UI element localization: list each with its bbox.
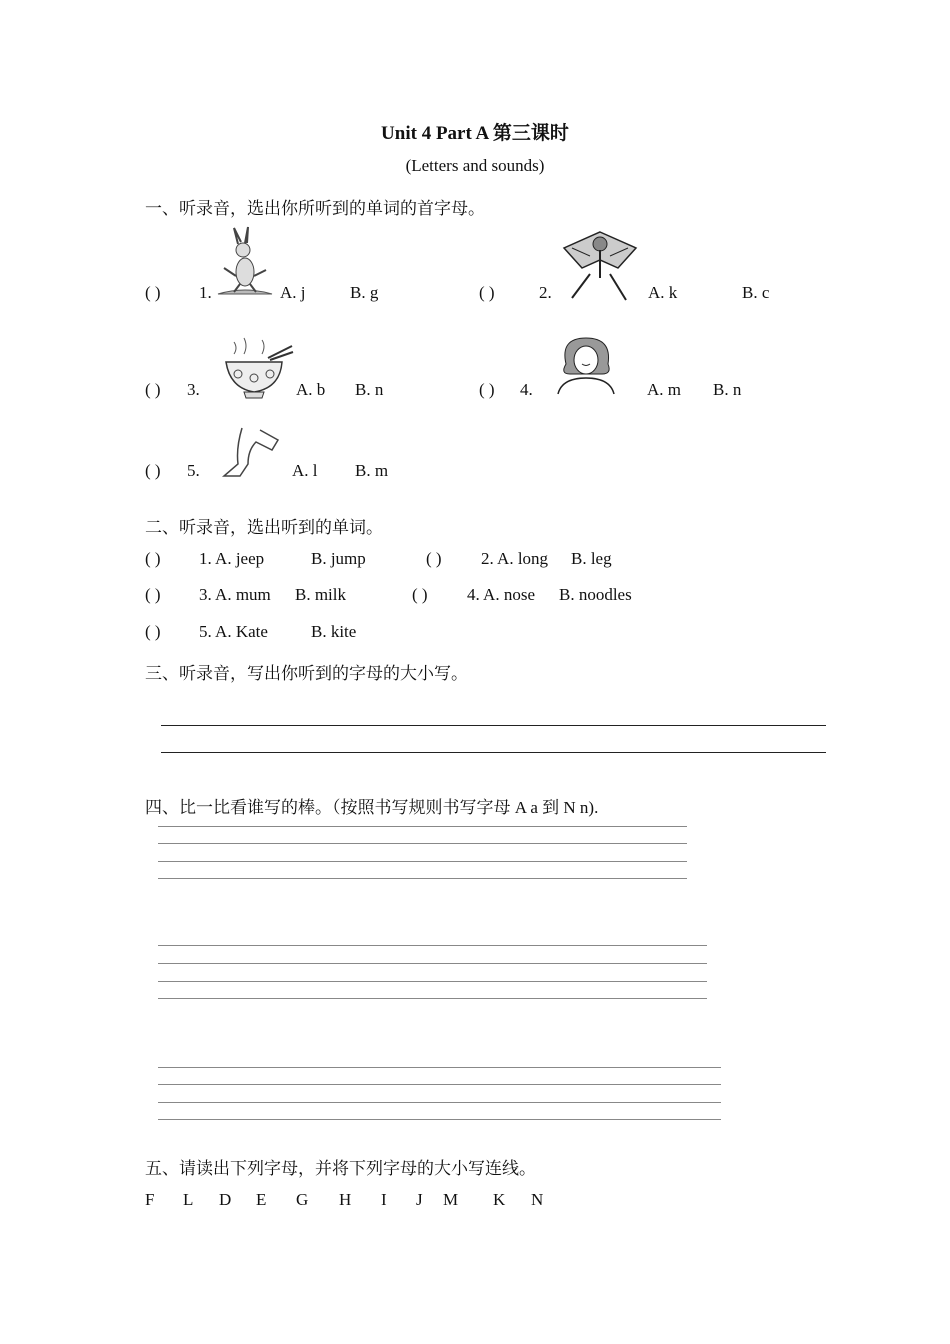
option-a[interactable]: A. b <box>296 380 326 399</box>
leg-icon <box>216 424 282 480</box>
letter[interactable]: N <box>531 1190 544 1209</box>
option-b[interactable]: B. n <box>713 380 742 399</box>
option-a[interactable]: A. k <box>648 283 678 302</box>
answer-blank[interactable]: ( ) <box>145 622 161 641</box>
answer-blank[interactable]: ( ) <box>145 461 161 480</box>
noodles-bowl-icon <box>222 336 294 400</box>
answer-blank[interactable]: ( ) <box>145 585 161 604</box>
answer-blank[interactable]: ( ) <box>145 549 161 568</box>
option-b[interactable]: B. n <box>355 380 384 399</box>
question-number: 1. <box>199 283 212 302</box>
option-b[interactable]: B. leg <box>571 549 612 568</box>
option-b[interactable]: B. g <box>350 283 379 302</box>
option-b[interactable]: B. m <box>355 461 389 480</box>
letter[interactable]: G <box>296 1190 309 1209</box>
question-text: 2. A. long <box>481 549 549 568</box>
letter[interactable]: J <box>416 1190 423 1209</box>
question-number: 3. <box>187 380 200 399</box>
option-a[interactable]: A. j <box>280 283 306 302</box>
option-b[interactable]: B. jump <box>311 549 366 568</box>
mother-icon <box>556 334 616 396</box>
option-a[interactable]: A. l <box>292 461 318 480</box>
answer-blank[interactable]: ( ) <box>479 380 495 399</box>
letter[interactable]: F <box>145 1190 155 1209</box>
option-b[interactable]: B. kite <box>311 622 357 641</box>
letter[interactable]: H <box>339 1190 352 1209</box>
question-text: 1. A. jeep <box>199 549 265 568</box>
question-text: 5. A. Kate <box>199 622 268 641</box>
answer-blank[interactable]: ( ) <box>479 283 495 302</box>
jumping-rabbit-icon <box>216 226 274 298</box>
section2-heading: 二、听录音，选出听到的单词。 <box>145 518 383 537</box>
section1-heading: 一、听录音，选出你所听到的单词的首字母。 <box>145 199 485 218</box>
letter[interactable]: M <box>443 1190 459 1209</box>
question-number: 4. <box>520 380 533 399</box>
letter[interactable]: L <box>183 1190 194 1209</box>
answer-blank[interactable]: ( ) <box>145 283 161 302</box>
option-a[interactable]: A. m <box>647 380 681 399</box>
question-text: 3. A. mum <box>199 585 271 604</box>
section3-heading: 三、听录音，写出你听到的字母的大小写。 <box>145 664 468 683</box>
section5-heading: 五、请读出下列字母，并将下列字母的大小写连线。 <box>145 1159 536 1178</box>
letter[interactable]: E <box>256 1190 267 1209</box>
answer-blank[interactable]: ( ) <box>145 380 161 399</box>
kite-icon <box>560 228 640 302</box>
question-text: 4. A. nose <box>467 585 535 604</box>
question-number: 2. <box>539 283 552 302</box>
answer-line[interactable] <box>161 752 826 753</box>
answer-blank[interactable]: ( ) <box>426 549 442 568</box>
option-b[interactable]: B. c <box>742 283 770 302</box>
letter[interactable]: D <box>219 1190 232 1209</box>
page-title: Unit 4 Part A 第三课时 <box>381 123 569 144</box>
page-subtitle: (Letters and sounds) <box>405 156 545 175</box>
letter[interactable]: I <box>381 1190 387 1209</box>
option-b[interactable]: B. milk <box>295 585 347 604</box>
letter[interactable]: K <box>493 1190 506 1209</box>
section4-heading: 四、比一比看谁写的棒。（按照书写规则书写字母 A a 到 N n). <box>145 798 599 817</box>
question-number: 5. <box>187 461 200 480</box>
answer-line[interactable] <box>161 725 826 726</box>
option-b[interactable]: B. noodles <box>559 585 632 604</box>
answer-blank[interactable]: ( ) <box>412 585 428 604</box>
